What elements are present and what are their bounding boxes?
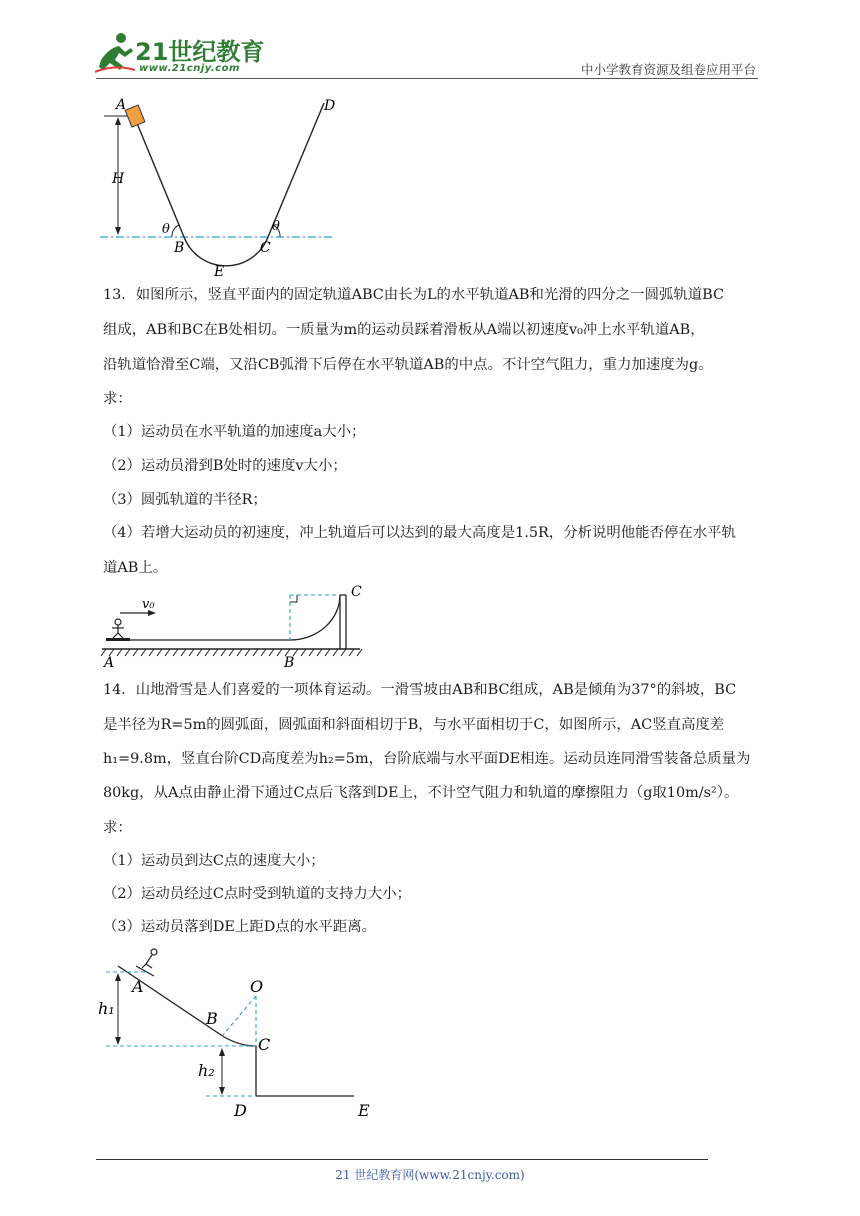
block <box>125 105 145 127</box>
label-theta-left: θ <box>162 222 170 237</box>
label-b: B <box>174 240 185 256</box>
q14-part-1: （1）运动员到达C点的速度大小； <box>103 853 325 869</box>
skier-icon <box>136 949 157 976</box>
q14-part-2: （2）运动员经过C点时受到轨道的支持力大小； <box>103 886 411 902</box>
label-b: B <box>206 1009 218 1028</box>
q14-line-3: h₁=9.8m，竖直台阶CD高度差为h₂=5m，台阶底端与水平面DE相连。运动员连同滑雪装备总质量为 <box>103 751 751 767</box>
q14-part-3: （3）运动员落到DE上距D点的水平距离。 <box>103 919 376 935</box>
label-h: H <box>112 171 125 187</box>
arrow-down-icon <box>115 1037 121 1045</box>
q13-line-2: 组成，AB和BC在B处相切。一质量为m的运动员踩着滑板从A端以初速度v₀冲上水平轨道AB， <box>103 322 705 338</box>
arrow-up-icon <box>115 117 121 125</box>
label-h2: h₂ <box>198 1061 215 1080</box>
label-d: D <box>234 1101 247 1120</box>
q13-part-4-cont: 道AB上。 <box>103 560 168 576</box>
q14-line-1: 14．山地滑雪是人们喜爱的一项体育运动。一滑雪坡由AB和BC组成，AB是倾角为37°的斜坡，BC <box>103 682 737 698</box>
label-theta-right: θ <box>272 219 280 234</box>
platform-name: 中小学教育资源及组卷应用平台 <box>580 62 756 77</box>
figure-ski-slope <box>96 942 386 1122</box>
figure-quarter-arc-track <box>100 580 370 670</box>
q14-line-5: 求： <box>103 820 132 836</box>
label-c: C <box>351 584 362 600</box>
q13-part-1: （1）运动员在水平轨道的加速度a大小； <box>103 424 366 440</box>
q13-line-3: 沿轨道恰滑至C端，又沿CB弧滑下后停在水平轨道AB的中点。不计空气阻力，重力加速度为g。 <box>103 357 713 373</box>
arrow-down-icon <box>115 227 121 235</box>
site-logo <box>95 30 265 80</box>
arrow-down-icon <box>219 1087 225 1095</box>
right-angle-mark <box>290 595 297 602</box>
radius-ob-dashed <box>223 996 256 1035</box>
logo-text: 21世纪教育 <box>135 38 265 66</box>
label-b: B <box>284 655 295 670</box>
label-h1: h₁ <box>98 999 115 1018</box>
page-header <box>0 0 860 80</box>
label-d: D <box>324 98 336 114</box>
label-c: C <box>260 240 271 256</box>
label-a: A <box>132 977 144 996</box>
runner-logo-icon <box>95 30 135 74</box>
arrow-up-icon <box>115 973 121 981</box>
q14-line-2: 是半径为R=5m的圆弧面，圆弧面和斜面相切于B，与水平面相切于C，如图所示，AC竖直高度差 <box>103 717 725 733</box>
q14-line-4: 80kg，从A点由静止滑下通过C点后飞落到DE上，不计空气阻力和轨道的摩擦阻力（g取10m/s²）。 <box>103 785 739 801</box>
q13-part-3: （3）圆弧轨道的半径R； <box>103 492 267 508</box>
skater-icon <box>112 619 124 638</box>
q13-line-4: 求： <box>103 391 132 407</box>
logo-url: www.21cnjy.com <box>139 63 240 74</box>
skateboard <box>106 638 130 641</box>
header-divider <box>96 78 758 79</box>
q13-part-2: （2）运动员滑到B处时的速度v大小； <box>103 458 347 474</box>
q13-line-1: 13．如图所示，竖直平面内的固定轨道ABC由长为L的水平轨道AB和光滑的四分之一圆弧轨道BC <box>103 287 724 303</box>
footer-divider <box>96 1159 708 1160</box>
angle-arc-left <box>172 225 179 237</box>
u-track <box>134 103 324 266</box>
label-a: A <box>116 97 127 113</box>
label-c: C <box>258 1035 271 1054</box>
ground-hatching <box>101 649 362 656</box>
label-a: A <box>104 655 115 670</box>
label-e: E <box>358 1101 370 1120</box>
q13-part-4: （4）若增大运动员的初速度，冲上轨道后可以达到的最大高度是1.5R，分析说明他能否停在水平轨 <box>103 525 736 541</box>
page-footer: 21 世纪教育网(www.21cnjy.com) <box>335 1168 525 1182</box>
label-e: E <box>214 264 225 280</box>
label-v0: v₀ <box>142 597 155 612</box>
label-o: O <box>250 977 264 996</box>
arrow-up-icon <box>219 1048 225 1056</box>
figure-u-track <box>100 95 360 280</box>
